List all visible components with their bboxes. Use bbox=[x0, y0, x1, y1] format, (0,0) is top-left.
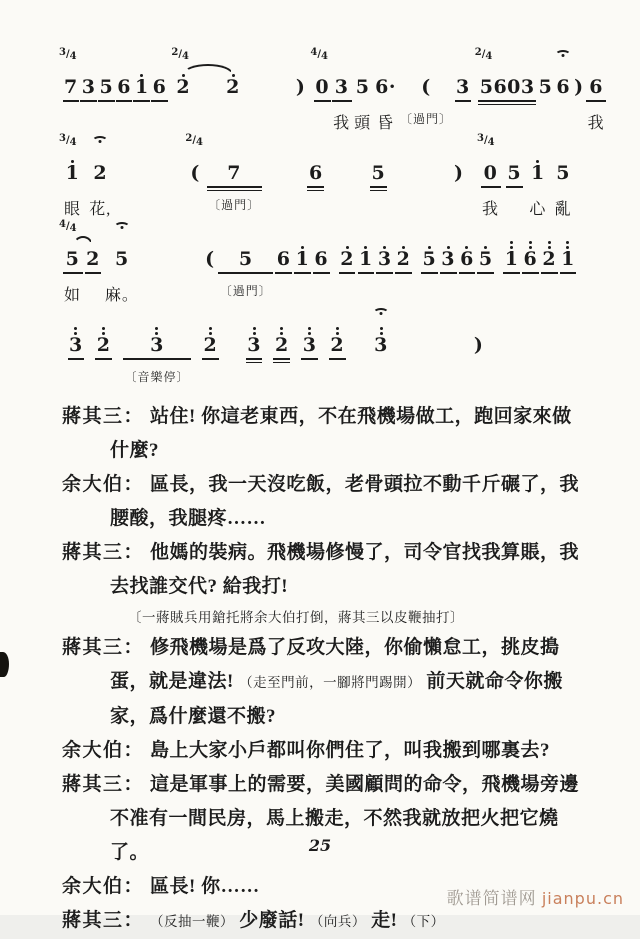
rest-note: 4/4 0 bbox=[315, 62, 329, 132]
beam-underline bbox=[421, 272, 438, 274]
dialogue-speaker: 蔣其三： bbox=[62, 542, 145, 563]
beam-underline bbox=[98, 100, 115, 102]
beam-underline bbox=[207, 186, 262, 188]
beam-underline bbox=[275, 272, 292, 274]
octave-dot bbox=[336, 327, 339, 330]
beam-underline bbox=[68, 358, 85, 360]
dialogue-text: 前天就命令你搬家，爲什麼還不搬? bbox=[110, 671, 563, 727]
lyric: 麻。 bbox=[104, 287, 139, 304]
beam-underline bbox=[506, 186, 523, 188]
beam-underline bbox=[301, 358, 318, 360]
music-note: 6 bbox=[117, 62, 131, 132]
time-signature: 2/4 bbox=[185, 133, 203, 148]
lyric: 花, bbox=[89, 201, 112, 218]
music-note: 2 bbox=[397, 234, 411, 304]
dialogue-text: 站住! 你這老東西，不在飛機場做工，跑回家來做什麼? bbox=[110, 406, 572, 461]
music-note: 2/4 5603 bbox=[480, 62, 535, 132]
music-note: 3 bbox=[82, 62, 96, 132]
beam-underline bbox=[541, 272, 558, 274]
beam-underline bbox=[85, 272, 102, 274]
duration-dash bbox=[171, 234, 193, 304]
beam-underline bbox=[307, 186, 324, 188]
beam-underline bbox=[560, 272, 577, 274]
duration-dash bbox=[402, 320, 424, 390]
barline bbox=[361, 148, 363, 218]
beam-underline bbox=[202, 358, 219, 360]
beam-underline bbox=[370, 186, 387, 188]
duration-dash bbox=[270, 62, 292, 132]
duration-dash bbox=[244, 62, 266, 132]
music-system bbox=[59, 47, 605, 132]
music-note: 3 bbox=[303, 320, 317, 390]
stage-direction: 〔一蔣賊兵用鎗托將余大伯打倒，蔣其三以皮鞭抽打〕 bbox=[128, 610, 464, 625]
time-signature: 4/4 bbox=[310, 47, 328, 62]
lyric: 我 bbox=[482, 201, 500, 218]
music-note: 5 bbox=[371, 148, 385, 218]
fermata-icon bbox=[555, 50, 571, 60]
barline bbox=[497, 320, 499, 390]
octave-dot bbox=[380, 327, 383, 330]
music-note: 2/4 2 bbox=[171, 47, 191, 98]
music-note: 3 bbox=[441, 234, 455, 304]
beam-underline bbox=[273, 358, 290, 360]
duration-dash bbox=[144, 234, 166, 304]
barline bbox=[333, 234, 335, 304]
barline bbox=[472, 148, 474, 218]
dialogue-speaker: 余大伯： bbox=[62, 876, 145, 897]
music-note: 3 bbox=[69, 320, 83, 390]
inline-stage-direction: （下） bbox=[402, 914, 445, 929]
music-note: 5 亂 bbox=[554, 162, 572, 218]
dialogue-speaker: 余大伯： bbox=[62, 740, 145, 761]
beam-underline bbox=[332, 100, 352, 102]
time-signature: 2/4 bbox=[474, 47, 493, 62]
beam-underline bbox=[370, 190, 387, 192]
dialogue-text: 區長，我一天沒吃飯，老骨頭拉不動千斤碾了，我腰酸，我腿疼…… bbox=[110, 474, 580, 529]
interlude-paren: ( 〔過門〕 bbox=[400, 62, 452, 132]
lyric: 心 bbox=[529, 201, 547, 218]
dialogue-speaker: 蔣其三： bbox=[62, 910, 145, 931]
duration-dash bbox=[268, 148, 290, 218]
duration-dash bbox=[424, 148, 446, 218]
music-note: 6 bbox=[277, 234, 291, 304]
beam-underline bbox=[151, 100, 168, 102]
octave-dot bbox=[74, 327, 77, 330]
dialogue-text: 島上大家小戶都叫你們住了，叫我搬到哪裏去? bbox=[150, 740, 551, 761]
dialogue-text: 修飛機場是爲了反攻大陸，你偷懶怠工，挑皮搗蛋，就是違法! bbox=[110, 637, 560, 692]
octave-dot bbox=[253, 327, 256, 330]
music-note: 5 頭 bbox=[354, 76, 372, 132]
barline bbox=[580, 148, 582, 218]
beam-underline bbox=[313, 272, 330, 274]
music-note: 2 bbox=[203, 320, 217, 390]
octave-dot bbox=[102, 327, 105, 330]
beam-underline bbox=[123, 358, 191, 360]
dialogue-text: 區長! 你…… bbox=[150, 876, 260, 897]
beam-underline bbox=[63, 100, 80, 102]
beam-underline bbox=[503, 272, 520, 274]
barline bbox=[309, 62, 311, 132]
watermark-site-url: jianpu.cn bbox=[541, 889, 624, 908]
barline bbox=[299, 148, 301, 218]
music-note: 3 bbox=[247, 320, 261, 390]
dialogue-text: 他媽的裝病。飛機場修慢了，司令官找我算賬，我去找誰交代? 給我打! bbox=[110, 542, 580, 597]
time-signature: 3/4 bbox=[477, 133, 495, 148]
beam-underline bbox=[481, 186, 501, 188]
music-note: 2 bbox=[275, 320, 289, 390]
time-signature: 4/4 bbox=[59, 219, 77, 234]
music-note: 2 bbox=[340, 234, 354, 304]
time-signature: 3/4 bbox=[59, 133, 77, 148]
beam-underline bbox=[478, 100, 536, 102]
beam-underline bbox=[116, 100, 133, 102]
beam-underline bbox=[218, 272, 273, 274]
dialogue-line bbox=[62, 536, 584, 604]
barline bbox=[609, 62, 611, 132]
music-note: 5 bbox=[507, 148, 521, 218]
page-number: 25 bbox=[308, 836, 332, 855]
dialogue-line bbox=[62, 631, 584, 734]
music-note: 1 bbox=[359, 234, 373, 304]
music-note: 6 bbox=[314, 234, 328, 304]
music-note: 6 bbox=[460, 234, 474, 304]
music-system bbox=[59, 219, 584, 304]
octave-dot bbox=[529, 241, 532, 244]
dialogue-text: 這是軍事上的需要，美國顧問的命令，飛機場旁邊不准有一間民房，馬上搬走，不然我就放把火把它燒了。 bbox=[110, 774, 580, 863]
lyric: 頭 bbox=[354, 115, 372, 132]
lyric: 如 bbox=[64, 287, 82, 304]
music-note: 6 bbox=[309, 148, 323, 218]
music-note: 2 bbox=[86, 234, 100, 304]
beam-underline bbox=[395, 272, 412, 274]
beam-underline bbox=[273, 362, 290, 364]
barline bbox=[198, 234, 200, 304]
music-note: 1 bbox=[296, 234, 310, 304]
music-note: 5 bbox=[99, 62, 113, 132]
barline bbox=[358, 320, 360, 390]
music-note: 3/4 7 bbox=[64, 62, 78, 132]
dialogue-text: 走! bbox=[365, 910, 403, 931]
beam-underline bbox=[207, 190, 262, 192]
beam-underline bbox=[307, 190, 324, 192]
fermata-icon bbox=[92, 136, 108, 146]
beam-underline bbox=[477, 272, 494, 274]
music-note: 3 bbox=[378, 234, 392, 304]
beam-underline bbox=[246, 362, 263, 364]
interlude-paren: 2/4 ( bbox=[185, 133, 203, 184]
music-note: 5 麻。 bbox=[105, 234, 139, 304]
interlude-paren: ) bbox=[295, 76, 306, 98]
dialogue-speaker: 蔣其三： bbox=[62, 774, 145, 795]
time-signature: 2/4 bbox=[171, 47, 189, 62]
duration-dash bbox=[120, 148, 142, 218]
duration-dash bbox=[438, 320, 460, 390]
music-note: 1 bbox=[505, 234, 519, 304]
octave-dot bbox=[280, 327, 283, 330]
duration-dash bbox=[393, 148, 415, 218]
time-signature: 3/4 bbox=[59, 47, 77, 62]
interlude-paren: ) bbox=[473, 334, 484, 356]
lyric: 〔過門〕 bbox=[219, 284, 272, 298]
music-note: 1 bbox=[135, 62, 149, 132]
lyric: 我 bbox=[333, 115, 351, 132]
music-system bbox=[59, 133, 584, 218]
barline bbox=[498, 234, 500, 304]
beam-underline bbox=[63, 272, 83, 274]
inline-stage-direction: （向兵） bbox=[309, 914, 366, 929]
beam-underline bbox=[80, 100, 97, 102]
dialogue-line bbox=[62, 400, 584, 468]
music-note: 2 花, bbox=[89, 148, 111, 218]
beam-underline bbox=[294, 272, 311, 274]
barline bbox=[474, 62, 476, 132]
duration-dash bbox=[331, 148, 353, 218]
beam-underline bbox=[358, 272, 375, 274]
lyric: 〔過門〕 bbox=[399, 112, 452, 126]
beam-underline bbox=[440, 272, 457, 274]
octave-dot bbox=[308, 327, 311, 330]
music-note: 5 〔過門〕 bbox=[220, 234, 272, 304]
interlude-paren: ) bbox=[454, 162, 464, 184]
beam-underline bbox=[95, 358, 112, 360]
music-note: 6 bbox=[556, 62, 570, 132]
beam-underline bbox=[459, 272, 476, 274]
lyric: 〔音樂停〕 bbox=[124, 370, 190, 384]
beam-underline bbox=[376, 272, 393, 274]
music-note: 2 bbox=[542, 234, 556, 304]
dialogue-line bbox=[62, 734, 584, 768]
beam-underline bbox=[329, 358, 346, 360]
music-note: 1 心 bbox=[529, 162, 547, 218]
barline bbox=[415, 234, 417, 304]
dialogue-text: 少廢話! bbox=[234, 910, 310, 931]
interlude-paren: ) bbox=[574, 76, 584, 98]
music-note: 6· 昏 bbox=[375, 76, 396, 132]
music-note: 5 bbox=[479, 234, 493, 304]
music-note: 3 bbox=[374, 320, 388, 390]
fermata-icon bbox=[373, 308, 389, 318]
beam-underline bbox=[133, 100, 150, 102]
beam-underline bbox=[478, 104, 536, 106]
lyric: 〔過門〕 bbox=[208, 198, 261, 212]
beam-underline bbox=[339, 272, 356, 274]
dialogue-line bbox=[62, 904, 584, 939]
octave-dot bbox=[510, 241, 513, 244]
dialogue-line bbox=[62, 468, 584, 536]
barline bbox=[231, 320, 233, 390]
inline-stage-direction: （走至門前，一腳將門踢開） bbox=[239, 675, 422, 690]
beam-underline bbox=[314, 100, 331, 102]
watermark bbox=[447, 884, 624, 909]
octave-dot bbox=[155, 327, 158, 330]
lyric: 昏 bbox=[377, 115, 395, 132]
music-system bbox=[62, 320, 584, 390]
music-note: 7 〔過門〕 bbox=[208, 148, 260, 218]
lyric: 我 bbox=[587, 115, 605, 132]
barline bbox=[580, 234, 582, 304]
dialogue-block bbox=[62, 400, 584, 939]
duration-dash bbox=[150, 148, 172, 218]
interlude-paren: ( bbox=[205, 248, 215, 270]
barline bbox=[180, 148, 182, 218]
music-note: 5 bbox=[422, 234, 436, 304]
music-note: 2 bbox=[97, 320, 111, 390]
octave-dot bbox=[548, 241, 551, 244]
beam-underline bbox=[455, 100, 472, 102]
music-note: 2 bbox=[330, 320, 344, 390]
music-note: 6 我 bbox=[587, 76, 605, 132]
beam-underline bbox=[586, 100, 606, 102]
music-note: 2 bbox=[226, 76, 240, 98]
rest-note: 3/4 0 我 bbox=[477, 133, 500, 218]
music-note: 1 bbox=[561, 234, 575, 304]
music-note: 6 bbox=[153, 62, 167, 132]
watermark-site-name: 歌谱简谱网 bbox=[446, 889, 537, 908]
music-note: 5 bbox=[538, 76, 553, 98]
music-note: 3 bbox=[456, 62, 470, 132]
fermata-icon bbox=[114, 222, 130, 232]
beam-underline bbox=[522, 272, 539, 274]
dialogue-speaker: 蔣其三： bbox=[62, 406, 145, 427]
lyric: 亂 bbox=[554, 201, 572, 218]
beam-underline bbox=[246, 358, 263, 360]
music-notation-block bbox=[59, 47, 605, 390]
octave-dot bbox=[566, 241, 569, 244]
inline-stage-direction: （反抽一鞭） bbox=[150, 914, 235, 929]
lyric: 眼 bbox=[64, 201, 82, 218]
music-note: 3/4 1 眼 bbox=[59, 133, 82, 218]
barline bbox=[170, 62, 172, 132]
music-note: 4/4 5 如 bbox=[59, 219, 82, 304]
dialogue-speaker: 蔣其三： bbox=[62, 637, 145, 658]
dialogue-speaker: 余大伯： bbox=[62, 474, 145, 495]
music-note: 6 bbox=[524, 234, 538, 304]
music-note: 3 我 bbox=[333, 76, 351, 132]
octave-dot bbox=[209, 327, 212, 330]
music-note: 3 〔音樂停〕 bbox=[124, 320, 189, 390]
